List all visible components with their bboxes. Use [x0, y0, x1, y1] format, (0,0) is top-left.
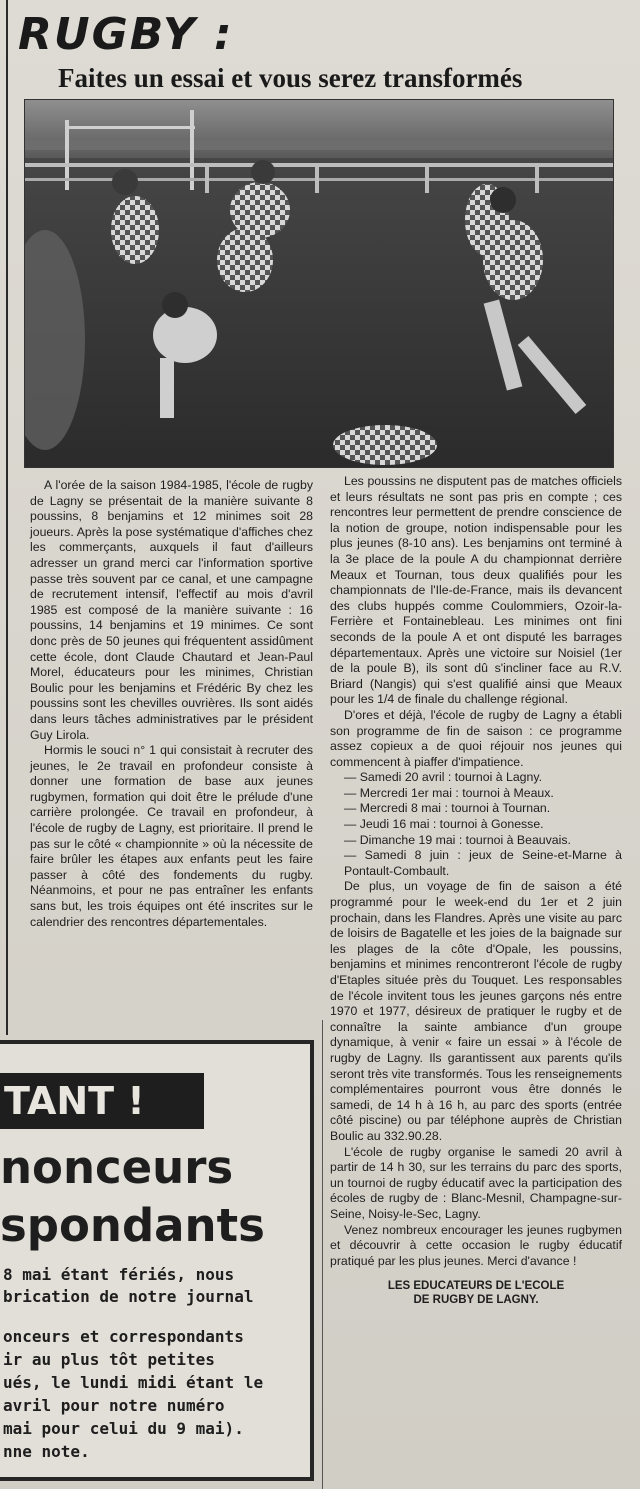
- article-left-column: [30, 478, 313, 930]
- article-right-column: [330, 474, 622, 1307]
- page-title: RUGBY :: [18, 9, 234, 60]
- column-divider: [6, 0, 8, 1035]
- article-paragraph: A l'orée de la saison 1984-1985, l'école de rugby de Lagny se présentait de la manière suivante 8 poussins, 8 benjamins et 12 minimes soit 28 joueurs. Après la pose systématique d'affiches chez les commerçants, auxquels il faut d'ailleurs adresser un grand merci car l'information sportive passe très souvent par ce canal, et une campagne de recrutement intensif, l'effectif au mois d'avril 1985 est composé de la manière suivante : 16 poussins, 14 benjamins et 19 minimes. Ce sont donc près de 50 jeunes qui fréquentent assidûment cette école, dont Claude Chautard et Jean-Paul Morel, éducateurs pour les minimes, Christian Boulic pour les benjamins et Frédéric By chez les poussins sont les chevilles ouvrières. Ils sont aidés dans leurs tâches administratives par le président Guy Lirola.: [30, 478, 313, 742]
- notice-line: ir au plus tôt petites: [3, 1350, 215, 1369]
- signature-line: LES EDUCATEURS DE L'ECOLE: [387, 1280, 565, 1293]
- notice-heading: spondants: [0, 1199, 265, 1252]
- schedule-item: — Samedi 8 juin : jeux de Seine-et-Marne à Pontault-Combault.: [344, 848, 622, 878]
- column-divider: [322, 1020, 323, 1489]
- article-paragraph: D'ores et déjà, l'école de rugby de Lagny a établi son programme de fin de saison : ce programme assez copieux a de quoi réjouir nos jeunes qui commencent à piaffer d'impatience.: [330, 707, 622, 769]
- article-paragraph: L'école de rugby organise le samedi 20 avril à partir de 14 h 30, sur les terrains du parc des sports, un tournoi de rugby éducatif avec la participation des écoles de rugby de : Blanc-Mesnil, Champagne-sur-Seine, Noisy-le-Sec, Lagny.: [330, 1144, 622, 1221]
- article-paragraph: De plus, un voyage de fin de saison a été programmé pour le week-end du 1er et 2 juin prochain, dans les Flandres. Après une visite au parc de loisirs de Bagatelle et les joies de la baignade sur les plages de la côte d'Opale, les poussins, benjamins et minimes rencontreront l'école de rugby d'Etaples située près du Touquet. Les responsables de l'école invitent tous les jeunes garçons nés entre 1970 et 1977, désireux de pratiquer le rugby et de connaître la sainte ambiance d'un groupe dynamique, à venir « faire un essai » à l'école de rugby de Lagny. Ils garantissent aux parents qu'ils seront très vite transformés. Tous les renseignements complémentaires pourront vous être donnés le samedi, de 14 h à 16 h, au parc des sports (entrée côté piscine) ou par téléphone auprès de Christian Boulic au 332.90.28.: [330, 879, 622, 1143]
- signature-line: DE RUGBY DE LAGNY.: [413, 1294, 539, 1307]
- notice-line: avril pour notre numéro: [3, 1396, 225, 1415]
- article-paragraph: Hormis le souci n° 1 qui consistait à recruter des jeunes, le 2e travail en profondeur consiste à donner une formation de base aux jeunes rugbymen, formation qui doit être le prélude d'une carrière prolongée. Ce travail en profondeur, à l'école de rugby de Lagny, est prioritaire. Il prend le pas sur le côté « championnite » où la nécessite de faire brûler les étapes aux enfants peut les faire passer à côté des fondements du rugby. Néanmoins, et pour ne pas entraîner les enfants sans but, les trois équipes ont été inscrites sur le calendrier des rencontres départementales.: [30, 743, 313, 929]
- notice-banner: TANT !: [0, 1073, 204, 1129]
- notice-line: 8 mai étant fériés, nous: [3, 1265, 235, 1284]
- article-signature: [330, 1279, 622, 1307]
- schedule-list: [330, 770, 622, 879]
- page-subtitle: Faites un essai et vous serez transformés: [58, 63, 523, 93]
- rugby-photo-icon: [25, 100, 613, 467]
- notice-line: ués, le lundi midi étant le: [3, 1373, 264, 1392]
- schedule-item: — Mercredi 8 mai : tournoi à Tournan.: [344, 801, 551, 816]
- rugby-photo: [24, 99, 614, 468]
- notice-line: brication de notre journal: [3, 1287, 254, 1306]
- article-paragraph: Venez nombreux encourager les jeunes rugbymen et découvrir à cette occasion le rugby éducatif pratiqué par les plus jeunes. Merci d'avance !: [330, 1222, 622, 1268]
- notice-heading: nonceurs: [0, 1141, 234, 1194]
- schedule-item: — Dimanche 19 mai : tournoi à Beauvais.: [344, 832, 571, 847]
- article-paragraph: Les poussins ne disputent pas de matches officiels et leurs résultats ne sont pas pris en compte ; ces rencontres leur permettent de prendre conscience de la notion de groupe, notion indispensable pour les plus jeunes (8-10 ans). Les benjamins ont terminé à la 3e place de la poule A du championnat derrière Meaux et Tournan, tous deux qualifiés pour les championnats de l'Ile-de-France, mais ils devancent des clubs huppés comme Coulommiers, Ozoir-la-Ferrière et Fontainebleau. Les minimes ont fini seconds de la poule A et ont disputé les barrages départementaux. Après une victoire sur Noisiel (1er de la poule B), ils sont dû s'incliner face au R.V. Briard (Nangis) qui s'est qualifié ainsi que Meaux pour les 1/4 de finale du challenge régional.: [330, 474, 622, 707]
- notice-line: onceurs et correspondants: [3, 1327, 244, 1346]
- schedule-item: — Jeudi 16 mai : tournoi à Gonesse.: [344, 817, 544, 832]
- schedule-item: — Mercredi 1er mai : tournoi à Meaux.: [344, 785, 554, 800]
- schedule-item: — Samedi 20 avril : tournoi à Lagny.: [344, 770, 542, 785]
- notice-line: mai pour celui du 9 mai).: [3, 1419, 244, 1438]
- notice-line: nne note.: [3, 1442, 90, 1461]
